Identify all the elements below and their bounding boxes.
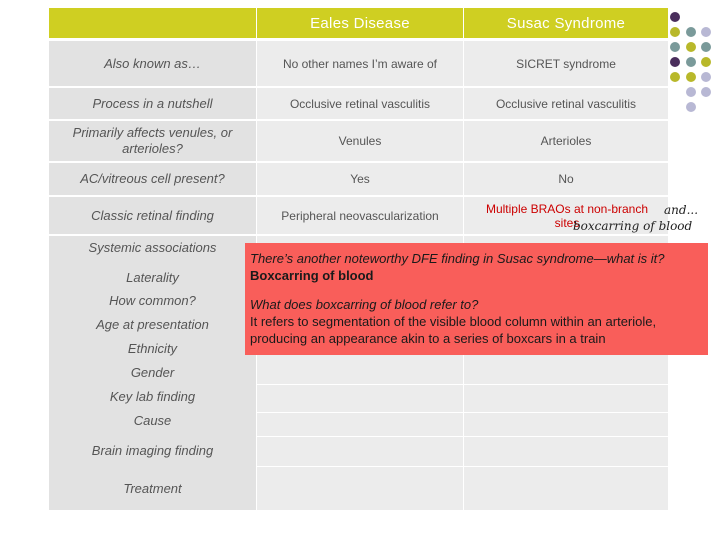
table-row [49, 41, 668, 86]
row-label-how-common: How common? [109, 293, 196, 308]
row-label-key-lab: Key lab finding [109, 389, 196, 404]
eales-cell: Peripheral neovascularization [257, 197, 463, 234]
row-label-ethnicity: Ethnicity [127, 341, 178, 356]
decorative-dot [686, 57, 696, 67]
row-label-brain-imaging: Brain imaging finding [91, 443, 214, 458]
handwritten-annotation-boxcarring: boxcarring of blood [573, 219, 693, 233]
table-row [49, 163, 668, 195]
eales-cell: Yes [257, 163, 463, 195]
row-divider [257, 384, 668, 385]
decorative-dot [686, 102, 696, 112]
row-label: Classic retinal finding [49, 197, 256, 234]
popover-question-1: There’s another noteworthy DFE finding in Susac syndrome—what is it? [250, 251, 665, 266]
decorative-dot [701, 57, 711, 67]
decorative-dot [701, 42, 711, 52]
row-label-systemic: Systemic associations [88, 240, 217, 255]
popover-answer-1: Boxcarring of blood [250, 268, 374, 283]
popover-answer-2: It refers to segmentation of the visible blood column within an arteriole, producing an appearance akin to a series of boxcars in a train [250, 314, 657, 346]
decorative-dot [686, 42, 696, 52]
decorative-dot [670, 72, 680, 82]
decorative-dot [686, 87, 696, 97]
row-label-age: Age at presentation [96, 317, 209, 332]
popover-question-2: What does boxcarring of blood refer to? [250, 297, 479, 312]
row-label: Also known as… [49, 41, 256, 86]
decorative-dot [670, 42, 680, 52]
row-label: AC/vitreous cell present? [49, 163, 256, 195]
decorative-dot [686, 72, 696, 82]
header-cell-susac: Susac Syndrome [464, 8, 668, 38]
decorative-dot [701, 27, 711, 37]
susac-cell: Arterioles [464, 121, 668, 161]
row-divider [257, 436, 668, 437]
row-label-gender: Gender [130, 365, 175, 380]
decorative-dot [701, 87, 711, 97]
handwritten-annotation-and: and... [664, 203, 699, 217]
susac-cell: Occlusive retinal vasculitis [464, 88, 668, 119]
eales-cell: No other names I’m aware of [257, 41, 463, 86]
header-cell-eales: Eales Disease [257, 8, 463, 38]
table-row [49, 121, 668, 161]
eales-cell: Occlusive retinal vasculitis [257, 88, 463, 119]
row-label-laterality: Laterality [126, 270, 179, 285]
lower-label-column [49, 236, 256, 510]
decorative-dot [670, 12, 680, 22]
row-divider [257, 466, 668, 467]
table-row [49, 88, 668, 119]
row-label-cause: Cause [133, 413, 172, 428]
susac-cell: SICRET syndrome [464, 41, 668, 86]
decorative-dot [686, 27, 696, 37]
table-header-row [49, 8, 668, 38]
decorative-dot [701, 72, 711, 82]
decorative-dot [670, 57, 680, 67]
answer-popover [245, 243, 708, 355]
eales-cell: Venules [257, 121, 463, 161]
popover-spacer [250, 284, 703, 296]
susac-cell: No [464, 163, 668, 195]
row-label: Process in a nutshell [49, 88, 256, 119]
row-divider [257, 412, 668, 413]
susac-cell: Multiple BRAOs at non-branch sites [464, 197, 668, 234]
decorative-dot [670, 27, 680, 37]
header-cell-blank [49, 8, 256, 38]
row-label: Primarily affects venules, or arterioles? [49, 121, 256, 161]
row-label-treatment: Treatment [123, 481, 182, 496]
